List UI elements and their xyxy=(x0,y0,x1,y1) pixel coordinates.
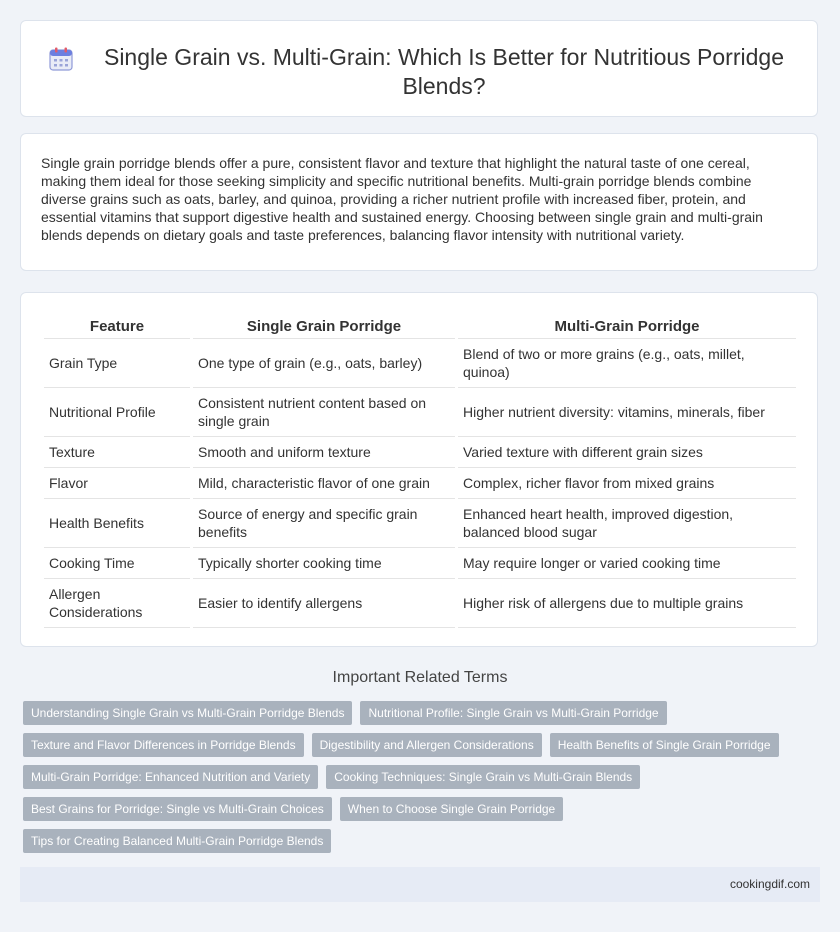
table-row xyxy=(44,339,796,388)
table-header-row xyxy=(44,315,796,339)
comparison-table-card xyxy=(20,292,818,647)
table-cell: Typically shorter cooking time xyxy=(193,548,455,579)
calendar-icon xyxy=(48,46,74,72)
table-cell: Complex, richer flavor from mixed grains xyxy=(458,468,796,499)
related-term-link[interactable]: Understanding Single Grain vs Multi-Grain Porridge Blends xyxy=(23,701,352,725)
table-cell: Grain Type xyxy=(44,339,190,388)
table-cell: May require longer or varied cooking time xyxy=(458,548,796,579)
related-term-link[interactable]: Best Grains for Porridge: Single vs Multi-Grain Choices xyxy=(23,797,332,821)
table-cell: Consistent nutrient content based on single grain xyxy=(193,388,455,437)
header-card xyxy=(20,20,818,117)
related-terms-list xyxy=(23,701,823,861)
table-cell: One type of grain (e.g., oats, barley) xyxy=(193,339,455,388)
table-cell: Texture xyxy=(44,437,190,468)
related-term-link[interactable]: Tips for Creating Balanced Multi-Grain Porridge Blends xyxy=(23,829,331,853)
related-term-link[interactable]: Nutritional Profile: Single Grain vs Multi-Grain Porridge xyxy=(360,701,666,725)
table-cell: Nutritional Profile xyxy=(44,388,190,437)
table-cell: Enhanced heart health, improved digestion, balanced blood sugar xyxy=(458,499,796,548)
table-cell: Flavor xyxy=(44,468,190,499)
intro-card xyxy=(20,133,818,271)
table-cell: Smooth and uniform texture xyxy=(193,437,455,468)
related-term-link[interactable]: Health Benefits of Single Grain Porridge xyxy=(550,733,779,757)
related-term-link[interactable]: Texture and Flavor Differences in Porridge Blends xyxy=(23,733,304,757)
comparison-table xyxy=(41,315,799,628)
table-cell: Blend of two or more grains (e.g., oats, millet, quinoa) xyxy=(458,339,796,388)
table-cell: Allergen Considerations xyxy=(44,579,190,628)
table-cell: Easier to identify allergens xyxy=(193,579,455,628)
column-header: Feature xyxy=(44,315,190,339)
footer xyxy=(20,867,820,902)
related-term-link[interactable]: Digestibility and Allergen Considerations xyxy=(312,733,542,757)
table-cell: Source of energy and specific grain benefits xyxy=(193,499,455,548)
table-cell: Varied texture with different grain sizes xyxy=(458,437,796,468)
table-row xyxy=(44,499,796,548)
table-row xyxy=(44,437,796,468)
table-cell: Mild, characteristic flavor of one grain xyxy=(193,468,455,499)
table-cell: Higher risk of allergens due to multiple grains xyxy=(458,579,796,628)
footer-site-link[interactable]: cookingdif.com xyxy=(729,877,810,891)
column-header: Single Grain Porridge xyxy=(193,315,455,339)
table-cell: Higher nutrient diversity: vitamins, minerals, fiber xyxy=(458,388,796,437)
table-row xyxy=(44,388,796,437)
related-term-link[interactable]: Cooking Techniques: Single Grain vs Multi-Grain Blends xyxy=(326,765,640,789)
related-term-link[interactable]: Multi-Grain Porridge: Enhanced Nutrition and Variety xyxy=(23,765,318,789)
related-terms-heading: Important Related Terms xyxy=(332,669,508,686)
related-term-link[interactable]: When to Choose Single Grain Porridge xyxy=(340,797,563,821)
table-cell: Cooking Time xyxy=(44,548,190,579)
table-row xyxy=(44,579,796,628)
table-row xyxy=(44,468,796,499)
intro-text: Single grain porridge blends offer a pure, consistent flavor and texture that highlight the natural taste of one cereal, making them ideal for those seeking simplicity and specific nutritional benefits. Multi-grain porridge blends combine diverse grains such as oats, barley, and quinoa, providing a richer nutrient profile with increased fiber, protein, and essential vitamins that support digestive health and sustained energy. Choosing between single grain and multi-grain blends depends on dietary goals and taste preferences, balancing flavor intensity with nutritional variety. xyxy=(41,155,763,243)
table-row xyxy=(44,548,796,579)
column-header: Multi-Grain Porridge xyxy=(458,315,796,339)
table-cell: Health Benefits xyxy=(44,499,190,548)
page-title: Single Grain vs. Multi-Grain: Which Is Better for Nutritious Porridge Blends? xyxy=(103,44,784,99)
